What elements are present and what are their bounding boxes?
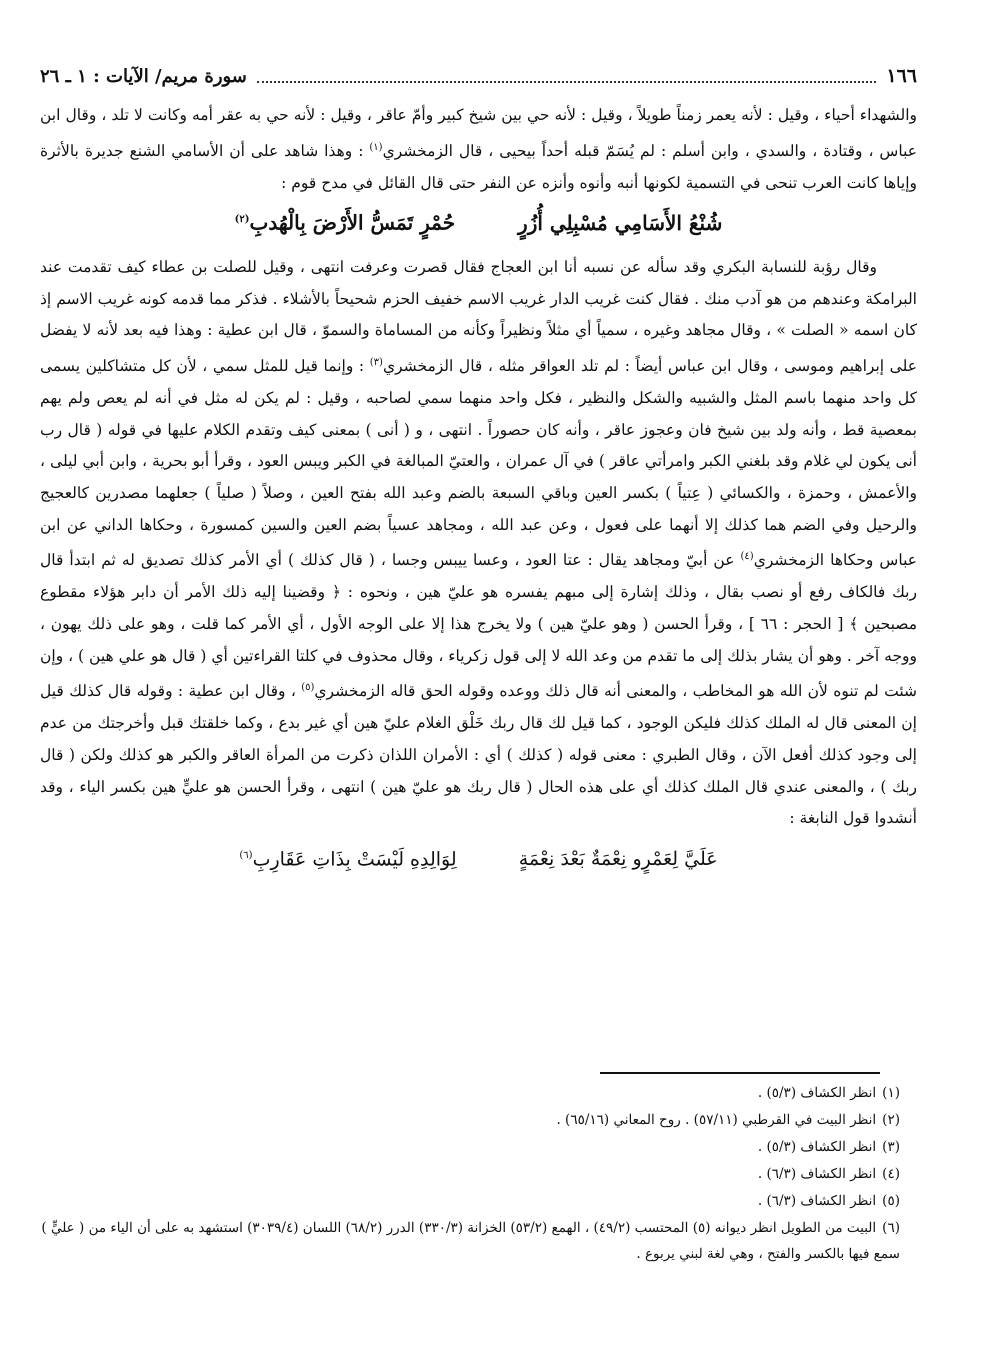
paragraph-text: والشهداء أحياء ، وقيل : لأنه يعمر زمناً طويلاً ، وقيل : لأنه حي بين شيخ كبير وأمّ عاقر ، وقيل : لأنه حي به عقر أمه وكانت لا تلد ، وقال ابن عباس ، وقتادة ، والسدي ، وابن أسلم : لم يُسَمّ قبله أحداً بيحيى ، قال الزمخشري bbox=[40, 106, 917, 160]
footnote-number: (٢) bbox=[882, 1112, 900, 1128]
page-header bbox=[40, 62, 917, 90]
paragraph-text: : وهذا شاهد على أن الأسامي الشنع جديرة بالأثرة وإياها كانت العرب تنحى في التسمية لكونها أنبه وأنوه وأنزه عن النفر حتى قال القائل في مدح قوم : bbox=[40, 141, 917, 192]
footnote-ref: (٦) bbox=[239, 850, 253, 862]
footnote bbox=[40, 1080, 900, 1107]
footnote-ref: (٥) bbox=[301, 682, 315, 694]
footnotes bbox=[40, 1080, 900, 1267]
footnote-text: انظر الكشاف (٥/٣) . bbox=[757, 1139, 877, 1155]
footnote-ref: (١) bbox=[369, 141, 383, 153]
verse-first-hemistich: شُنْعُ الأَسَامِي مُسْبِلِي أُزُرٍ bbox=[518, 210, 723, 235]
verse-text: حُمْرٍ تَمَسُّ الأَرْضَ بِالْهُدبِ bbox=[249, 210, 456, 235]
footnote-ref: (٢) bbox=[234, 214, 250, 226]
poetry-verse bbox=[40, 203, 917, 240]
footnote-text: البيت من الطويل انظر ديوانه (٥) المحتسب (٤٩/٢) ، الهمع (٥٣/٢) الخزانة (٣٣٠/٣) الدرر (٦٨/٢) اللسان (٣٠٣٩/٤) استشهد به على أن الياء من ( عليٍّ ) سمع فيها بالكسر والفتح ، وهي لغة لبني يربوع . bbox=[41, 1220, 900, 1262]
footnote-separator bbox=[600, 1072, 880, 1074]
paragraph-text: وقال رؤبة للنسابة البكري وقد سأله عن نسبه أنا ابن العجاج فقال قصرت وعرفت انتهى ، وقيل للصلت بن عطاء كيف تقدمت عند البرامكة وعندهم من هو آدب منك . فقال كنت غريب الدار غريب الاسم خفيف الحزم شحيحاً بالأشلاء . فذكر مما قدمه كونه غريب الاسم إذ كان اسمه « الصلت » ، وقال مجاهد وغيره ، سمياً أي مثلاً ونظيراً وكأنه من المساماة والسموّ ، قال ابن عطية : وهذا فيه بعد لأنه لا يفضل على إبراهيم وموسى ، وقال ابن عباس أيضاً : لم تلد العواقر مثله ، قال الزمخشري bbox=[40, 257, 917, 376]
verse-second-hemistich bbox=[239, 839, 456, 876]
verse-second-hemistich bbox=[235, 203, 455, 240]
header-dotted-leader bbox=[257, 69, 876, 83]
footnote bbox=[40, 1134, 900, 1161]
main-text bbox=[40, 100, 917, 888]
footnote-text: انظر الكشاف (٥/٣) . bbox=[757, 1085, 877, 1101]
verse-first-hemistich: عَلَيَّ لِعَمْرٍو نِعْمَةٌ بَعْدَ نِعْمَةٍ bbox=[518, 848, 718, 871]
footnote-number: (٦) bbox=[882, 1220, 900, 1236]
footnote bbox=[40, 1188, 900, 1215]
paragraph-text: : وإنما قيل للمثل سمي ، لأن كل متشاكلين يسمى كل واحد منهما باسم المثل والشبيه والشكل والنظير ، فكل واحد منهما سمي لصاحبه ، وقيل : لم يكن له مثل في أنه لم يعص ولم يهم بمعصية قط ، وأنه ولد بين شيخ فان وعجوز عاقر ، وأنه كان حصوراً . انتهى ، و ( أنى ) بمعنى كيف وتقدم الكلام عليها في قوله ( قال رب أنى يكون لي غلام وقد بلغني الكبر وامرأتي عاقر ) في آل عمران ، والعتيّ المبالغة في الكبر ويبس العود ، وقرأ أبو بحرية ، وابن أبي ليلى ، والأعمش ، وحمزة ، والكسائي ( عِتياً ) بكسر العين وباقي السبعة بالضم وعبد الله بفتح العين ، وصلاً ( صلياً ) جعلهما مصدرين كالعجيج والرحيل وفي الضم هما كذلك إلا أنهما على فعول ، وعن عبد الله ، ومجاهد عسياً بضم العين والسين كمسورة ، وحكاها الداني عن ابن عباس وحكاها الزمخشري bbox=[40, 357, 917, 570]
surah-title: سورة مريم/ الآيات : ١ ـ ٢٦ bbox=[40, 65, 247, 87]
footnote-text: انظر الكشاف (٦/٣) . bbox=[757, 1193, 877, 1209]
footnote bbox=[40, 1161, 900, 1188]
footnote-number: (٣) bbox=[882, 1139, 900, 1155]
footnote-number: (٥) bbox=[882, 1193, 900, 1209]
footnote bbox=[40, 1107, 900, 1134]
paragraph bbox=[40, 100, 917, 199]
paragraph-text: عن أبيّ ومجاهد يقال : عتا العود ، وعسا ييبس وجسا ، ( قال كذلك ) أي الأمر كذلك تصديق له ثم ابتدأ قال ربك فالكاف رفع أو نصب بقال ، وذلك إشارة إلى مبهم يفسره هو عليّ هين ، ونحوه : ﴿ وقضينا إليه ذلك الأمر أن دابر هؤلاء مقطوع مصبحين ﴾ [ الحجر : ٦٦ ] ، وقرأ الحسن ( وهو عليّ هين ) ولا يخرج هذا إلا على الوجه الأول ، أي الأمر كما قلت ، وهو على ذلك يهون ، ووجه آخر . وهو أن يشار بذلك إلى ما تقدم من وعد الله لا إلى قول زكرياء ، وقال محذوف في كلتا القراءتين أي ( قال هو علي هين ) ، وإن شئت لم تنوه لأن الله هو المخاطب ، والمعنى أنه قال ذلك ووعده وقوله الحق قاله الزمخشري bbox=[40, 551, 917, 701]
footnote-ref: (٤) bbox=[740, 551, 754, 563]
footnote-text: انظر الكشاف (٦/٣) . bbox=[757, 1166, 877, 1182]
paragraph bbox=[40, 252, 917, 835]
footnote-text: انظر البيت في القرطبي (٥٧/١١) . روح المعاني (٦٥/١٦) . bbox=[556, 1112, 877, 1128]
footnote-ref: (٣) bbox=[369, 357, 383, 369]
footnote-number: (١) bbox=[882, 1085, 900, 1101]
poetry-verse bbox=[40, 839, 917, 876]
footnote-number: (٤) bbox=[882, 1166, 900, 1182]
paragraph-text: ، وقال ابن عطية : وقوله قال كذلك قيل إن المعنى قال له الملك كذلك فليكن الوجود ، كما قيل لك قال ربك خَلْق الغلام عليّ هين أي غير بدع ، وكما خلقتك قبل وأخرجتك من عدم إلى وجود كذلك أفعل الآن ، وقال الطبري : معنى قوله ( كذلك ) أي : الأمران اللذان ذكرت من المرأة العاقر والكبر هو كذلك ولكن ( قال ربك ) ، والمعنى عندي قال الملك كذلك أي على هذه الحال ( قال ربك هو عليّ هين ) انتهى ، وقرأ الحسن هو عليٍّ هين بكسر الياء ، وقد أنشدوا قول النابغة : bbox=[40, 682, 917, 828]
page-number: ١٦٦ bbox=[886, 65, 917, 87]
verse-text: لِوَالِدِهِ لَيْسَتْ بِذَاتِ عَقَارِبِ bbox=[252, 848, 457, 871]
footnote bbox=[40, 1215, 900, 1267]
